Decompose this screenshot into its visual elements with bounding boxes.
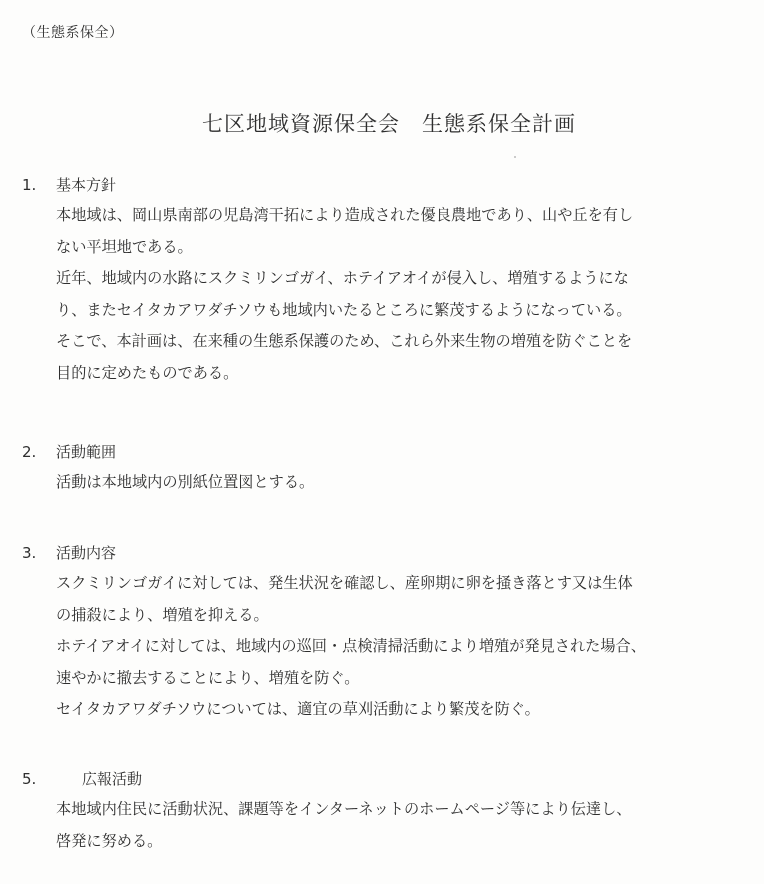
section-heading [22,538,746,568]
body-line: 啓発に努める。 [56,831,163,850]
body-line: 活動は本地域内の別紙位置図とする。 [56,473,315,491]
section-title: 活動範囲 [56,443,117,461]
section-number: 5. [22,770,37,788]
page-title: 七区地域資源保全会 生態系保全計画 [202,112,576,136]
category-label: （生態系保全） [22,25,124,41]
section-number: 2. [22,443,37,461]
section-heading [22,437,746,467]
body-line: そこで、本計画は、在来種の生態系保護のため、これら外来生物の増殖を防ぐことを [56,332,633,351]
body-line: 速やかに撤去することにより、増殖を防ぐ。 [56,668,360,687]
section-heading [22,170,746,200]
section-title: 広報活動 [82,770,143,788]
section-activity-content [22,538,746,726]
section-body [22,794,746,857]
section-public-relations [22,764,746,857]
section-body [22,568,746,726]
body-line: スクミリンゴガイに対しては、発生状況を確認し、産卵期に卵を掻き落とす又は生体 [56,574,633,592]
section-title: 基本方針 [56,176,117,194]
section-body [22,467,746,499]
body-line: の捕殺により、増殖を抑える。 [56,605,269,624]
section-number: 3. [22,544,37,562]
body-line: ない平坦地である。 [56,237,193,256]
paper-speck [514,156,516,158]
body-line: 目的に定めたものである。 [56,363,239,382]
body-line: ホテイアオイに対しては、地域内の巡回・点検清掃活動により増殖が発見された場合、 [56,637,646,656]
section-title: 活動内容 [56,544,117,562]
body-line: り、またセイタカアワダチソウも地域内いたるところに繁茂するようになっている。 [56,300,632,319]
section-number: 1. [22,176,37,194]
section-body [22,200,746,390]
section-basic-policy [22,170,746,390]
body-line: セイタカアワダチソウについては、適宜の草刈活動により繁茂を防ぐ。 [56,700,540,719]
body-line: 本地域は、岡山県南部の児島湾干拓により造成された優良農地であり、山や丘を有し [56,206,634,224]
section-heading [22,764,746,794]
section-activity-scope [22,437,746,499]
body-line: 近年、地域内の水路にスクミリンゴガイ、ホテイアオイが侵入し、増殖するようにな [56,269,629,288]
body-line: 本地域内住民に活動状況、課題等をインターネットのホームページ等により伝達し、 [56,800,632,818]
